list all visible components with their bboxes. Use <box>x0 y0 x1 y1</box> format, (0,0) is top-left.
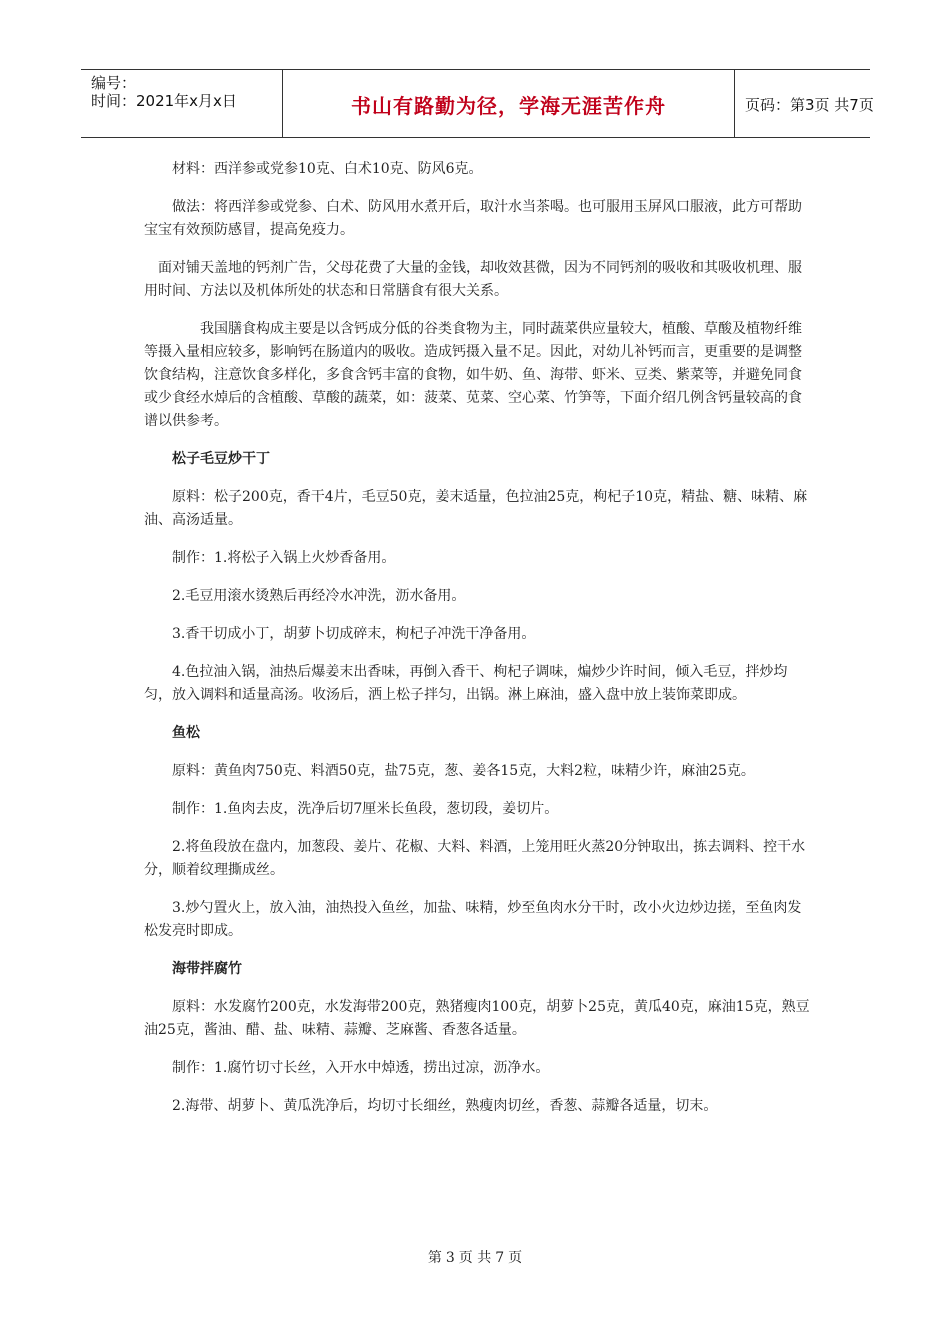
footer-middle: 页 共 <box>458 1250 492 1266</box>
document-number-label: 编号： <box>91 74 137 92</box>
page-footer <box>0 1247 950 1267</box>
body-paragraph: 制作：1.将松子入锅上火炒香备用。 <box>172 550 396 566</box>
body-paragraph: 原料：松子200克，香干4片，毛豆50克，姜末适量，色拉油25克，枸杞子10克，精盐、糖、味精、麻油、高汤适量。 <box>144 489 808 528</box>
header-meta-cell <box>81 70 283 137</box>
footer-suffix: 页 <box>508 1250 523 1266</box>
header-motto-cell <box>283 70 735 137</box>
body-paragraph: 3.香干切成小丁，胡萝卜切成碎末，枸杞子冲洗干净备用。 <box>172 626 536 642</box>
footer-prefix: 第 <box>427 1250 442 1266</box>
body-paragraph: 做法：将西洋参或党参、白术、防风用水煮开后，取汁水当茶喝。也可服用玉屏风口服液，此方可帮助宝宝有效预防感冒，提高免疫力。 <box>144 199 802 238</box>
header-motto: 书山有路勤为径，学海无涯苦作舟 <box>351 94 666 118</box>
body-paragraph: 制作：1.鱼肉去皮，洗净后切7厘米长鱼段，葱切段，姜切片。 <box>172 801 559 817</box>
body-paragraph: 面对铺天盖地的钙剂广告，父母花费了大量的金钱，却收效甚微，因为不同钙剂的吸收和其吸收机理、服用时间、方法以及机体所处的状态和日常膳食有很大关系。 <box>144 260 802 299</box>
body-paragraph: 2.将鱼段放在盘内，加葱段、姜片、花椒、大料、料酒，上笼用旺火蒸20分钟取出，拣去调料、控干水分，顺着纹理撕成丝。 <box>144 839 806 878</box>
body-paragraph: 2.海带、胡萝卜、黄瓜洗净后，均切寸长细丝，熟瘦肉切丝，香葱、蒜瓣各适量，切末。 <box>172 1098 718 1114</box>
footer-total-pages: 7 <box>495 1250 505 1266</box>
body-paragraph: 3.炒勺置火上，放入油，油热投入鱼丝，加盐、味精，炒至鱼肉水分干时，改小火边炒边搓，至鱼肉发松发亮时即成。 <box>144 900 802 939</box>
body-paragraph: 材料：西洋参或党参10克、白术10克、防风6克。 <box>172 161 483 177</box>
body-paragraph: 我国膳食构成主要是以含钙成分低的谷类食物为主，同时蔬菜供应量较大，植酸、草酸及植物纤维等摄入量相应较多，影响钙在肠道内的吸收。造成钙摄入量不足。因此，对幼儿补钙而言，更重要的是调整饮食结构，注意饮食多样化，多食含钙丰富的食物，如牛奶、鱼、海带、虾米、豆类、紫菜等，并避免同食或少食经水焯后的含植酸、草酸的蔬菜，如：菠菜、苋菜、空心菜、竹笋等，下面介绍几例含钙量较高的食谱以供参考。 <box>144 321 802 429</box>
body-paragraph: 原料：黄鱼肉750克、料酒50克，盐75克，葱、姜各15克，大料2粒，味精少许，麻油25克。 <box>172 763 755 779</box>
header-page-code: 页码：第3页 共7页 <box>745 96 874 114</box>
document-date-label: 时间：2021年x月x日 <box>91 92 237 110</box>
body-paragraph: 2.毛豆用滚水烫熟后再经冷水冲洗，沥水备用。 <box>172 588 466 604</box>
body-paragraph: 制作：1.腐竹切寸长丝，入开水中焯透，捞出过凉，沥净水。 <box>172 1060 550 1076</box>
footer-current-page: 3 <box>445 1250 455 1266</box>
recipe-title: 松子毛豆炒干丁 <box>172 451 270 467</box>
body-paragraph: 原料：水发腐竹200克，水发海带200克，熟猪瘦肉100克，胡萝卜25克，黄瓜40克，麻油15克，熟豆油25克，酱油、醋、盐、味精、蒜瓣、芝麻酱、香葱各适量。 <box>144 999 810 1038</box>
document-body <box>144 158 814 1133</box>
recipe-title: 海带拌腐竹 <box>172 961 242 977</box>
body-paragraph: 4.色拉油入锅，油热后爆姜末出香味，再倒入香干、枸杞子调味，煸炒少许时间，倾入毛豆，拌炒均匀，放入调料和适量高汤。收汤后，洒上松子拌匀，出锅。淋上麻油，盛入盘中放上装饰菜即成。 <box>144 664 788 703</box>
header-page-cell <box>735 70 874 137</box>
page-header <box>81 69 874 138</box>
recipe-title: 鱼松 <box>172 725 200 741</box>
